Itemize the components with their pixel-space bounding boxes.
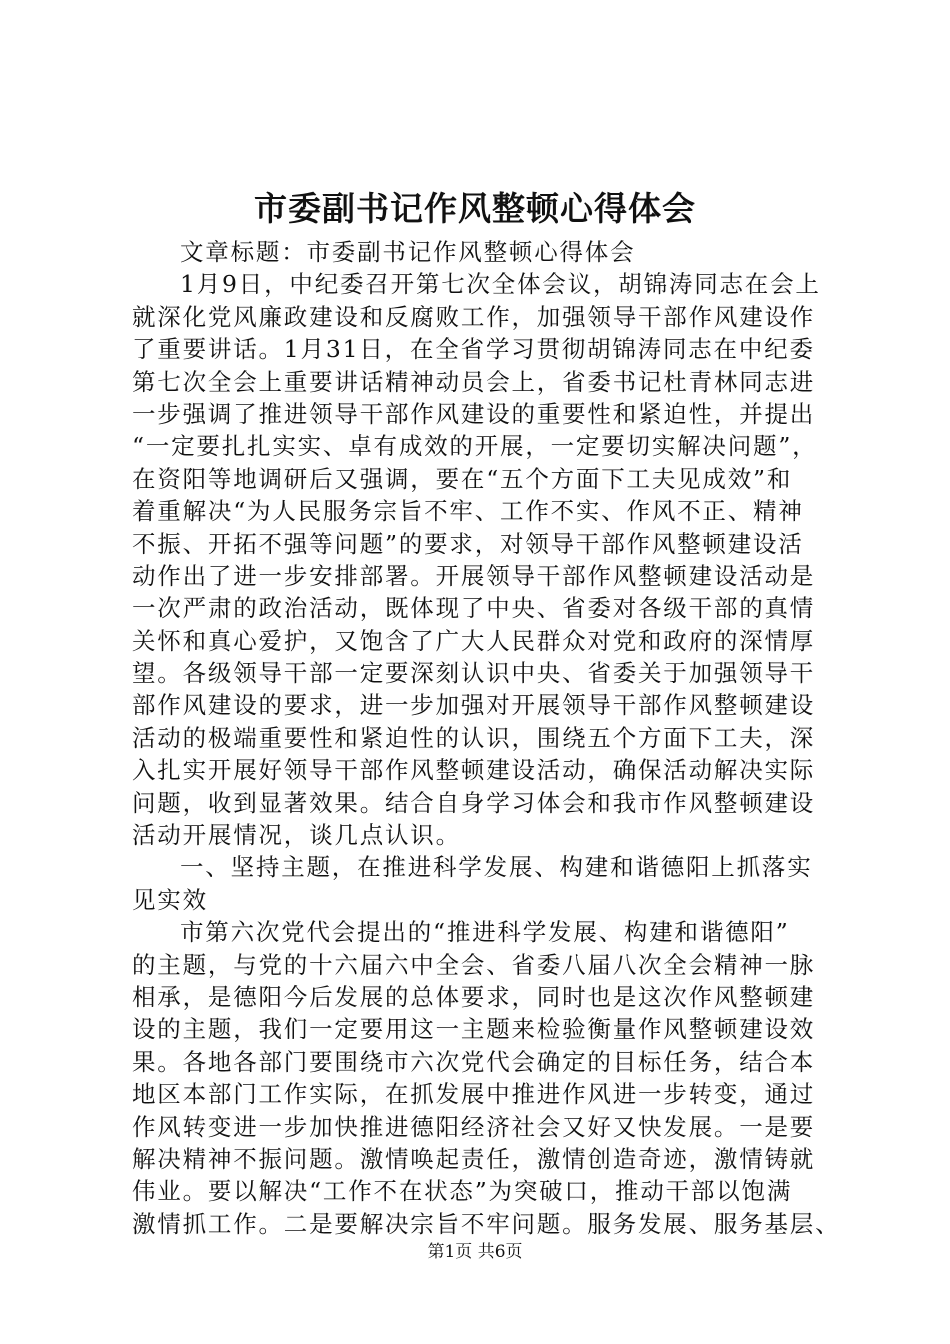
- section-heading-line: 一、坚持主题，在推进科学发展、构建和谐德阳上抓落实: [180, 853, 813, 882]
- body-line: 一步强调了推进领导干部作风建设的重要性和紧迫性，并提出: [132, 399, 816, 428]
- body-line: 问题，收到显著效果。结合自身学习体会和我市作风整顿建设: [132, 788, 816, 817]
- body-line: 一次严肃的政治活动，既体现了中央、省委对各级干部的真情: [132, 594, 816, 623]
- page-footer: 第1页 共6页: [427, 1242, 523, 1262]
- body-line: 的主题，与党的十六届六中全会、省委八届八次全会精神一脉: [132, 950, 816, 979]
- body-line: 设的主题，我们一定要用这一主题来检验衡量作风整顿建设效: [132, 1015, 816, 1044]
- body-line: 就深化党风廉政建设和反腐败工作，加强领导干部作风建设作: [132, 302, 816, 331]
- article-title-line: 文章标题：市委副书记作风整顿心得体会: [180, 238, 636, 266]
- body-line: 作风转变进一步加快推进德阳经济社会又好又快发展。一是要: [132, 1112, 816, 1141]
- document-title: 市委副书记作风整顿心得体会: [254, 189, 696, 228]
- body-line: 第七次全会上重要讲话精神动员会上，省委书记杜青林同志进: [132, 367, 816, 396]
- body-line: 市第六次党代会提出的“推进科学发展、构建和谐德阳”: [180, 918, 790, 947]
- body-line: 望。各级领导干部一定要深刻认识中央、省委关于加强领导干: [132, 659, 816, 688]
- body-line: 伟业。要以解决“工作不在状态”为突破口，推动干部以饱满: [132, 1177, 793, 1206]
- body-line: 在资阳等地调研后又强调，要在“五个方面下工夫见成效”和: [132, 464, 793, 493]
- body-line: 关怀和真心爱护，又饱含了广大人民群众对党和政府的深情厚: [132, 626, 816, 655]
- body-line: “一定要扎扎实实、卓有成效的开展，一定要切实解决问题”，: [132, 432, 818, 461]
- body-line: 解决精神不振问题。激情唤起责任，激情创造奇迹，激情铸就: [132, 1144, 816, 1173]
- body-line: 入扎实开展好领导干部作风整顿建设活动，确保活动解决实际: [132, 756, 816, 785]
- body-line: 果。各地各部门要围绕市六次党代会确定的目标任务，结合本: [132, 1047, 816, 1076]
- body-line: 活动开展情况，谈几点认识。: [132, 821, 461, 850]
- body-line: 动作出了进一步安排部署。开展领导干部作风整顿建设活动是: [132, 561, 816, 590]
- body-line: 着重解决“为人民服务宗旨不牢、工作不实、作风不正、精神: [132, 497, 804, 526]
- body-line: 1月9日，中纪委召开第七次全体会议，胡锦涛同志在会上: [180, 270, 821, 299]
- document-body: [132, 236, 841, 1240]
- body-line: 了重要讲话。1月31日，在全省学习贯彻胡锦涛同志在中纪委: [132, 335, 815, 364]
- section-heading-line: 见实效: [132, 885, 208, 914]
- body-line: 部作风建设的要求，进一步加强对开展领导干部作风整顿建设: [132, 691, 816, 720]
- body-line: 地区本部门工作实际，在抓发展中推进作风进一步转变，通过: [132, 1080, 816, 1109]
- body-line: 相承，是德阳今后发展的总体要求，同时也是这次作风整顿建: [132, 982, 816, 1011]
- body-line: 活动的极端重要性和紧迫性的认识，围绕五个方面下工夫，深: [132, 723, 816, 752]
- body-line: 不振、开拓不强等问题”的要求，对领导干部作风整顿建设活: [132, 529, 804, 558]
- body-line: 激情抓工作。二是要解决宗旨不牢问题。服务发展、服务基层、: [132, 1209, 841, 1238]
